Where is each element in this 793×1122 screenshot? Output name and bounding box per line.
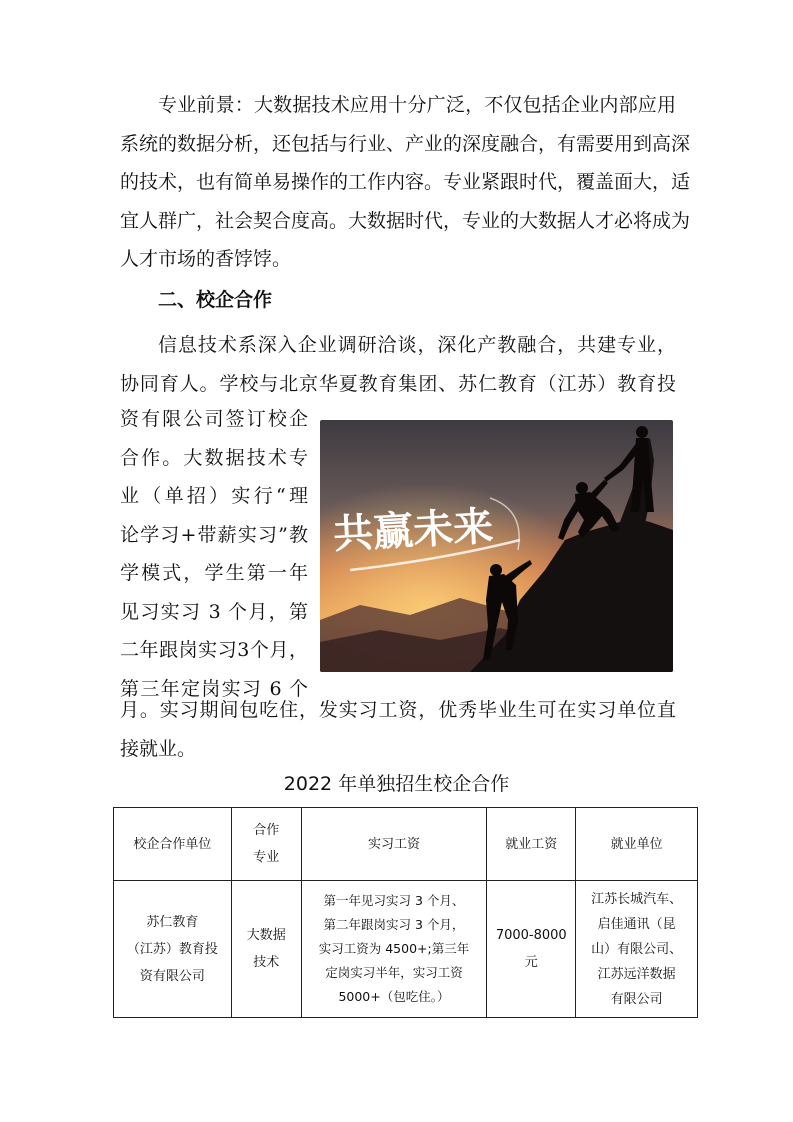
- paragraph-line: 学模式，学生第一年: [120, 562, 308, 584]
- paragraph-line: 的技术，也有简单易操作的工作内容。专业紧跟时代，覆盖面大，适: [120, 171, 691, 193]
- prospects-paragraph: [120, 86, 691, 279]
- cooperation-paragraph: [120, 326, 676, 403]
- header-employ-salary: 就业工资: [487, 808, 576, 881]
- calligraphy-text: 共赢未来: [332, 502, 495, 558]
- paragraph-line: 专业前景：大数据技术应用十分广泛，不仅包括企业内部应用: [158, 94, 676, 116]
- cooperation-table: [113, 807, 698, 1018]
- paragraph-line: 论学习+带薪实习”教: [120, 523, 308, 546]
- paragraph-line: 见习实习 3 个月，第: [120, 600, 308, 623]
- paragraph-line: 二年跟岗实习3个月，: [120, 639, 308, 661]
- paragraph-line: 协同育人。学校与北京华夏教育集团、苏仁教育（江苏）教育投: [120, 372, 676, 395]
- section-heading: 二、校企合作: [158, 289, 273, 311]
- cell-major: 大数据 技术: [231, 881, 301, 1018]
- paragraph-line: 第三年定岗实习 6 个: [120, 677, 308, 700]
- paragraph-line: 宜人群广，社会契合度高。大数据时代，专业的大数据人才必将成为: [120, 209, 691, 232]
- mountain-climbers-illustration: [320, 420, 673, 672]
- cell-intern-salary: 第一年见习实习 3 个月、 第二年跟岗实习 3 个月， 实习工资为 4500+;第三年 定岗实习半年，实习工资 5000+（包吃住。）: [301, 881, 487, 1018]
- header-intern-salary: 实习工资: [301, 808, 487, 881]
- table-caption: 2022 年单独招生校企合作: [283, 773, 510, 795]
- paragraph-line: 月。实习期间包吃住，发实习工资，优秀毕业生可在实习单位直: [120, 699, 676, 721]
- table-row: [114, 881, 698, 1018]
- wrapped-text-block: [120, 400, 308, 708]
- header-employers: 就业单位: [576, 808, 698, 881]
- header-company: 校企合作单位: [114, 808, 232, 881]
- cell-company: 苏仁教育 （江苏）教育投 资有限公司: [114, 881, 232, 1018]
- paragraph-line: 业（单招）实行“理: [120, 485, 308, 507]
- paragraph-line: 系统的数据分析，还包括与行业、产业的深度融合，有需要用到高深: [120, 132, 691, 155]
- cell-employ-salary: 7000-8000 元: [487, 881, 576, 1018]
- paragraph-line: 资有限公司签订校企: [120, 408, 308, 430]
- table-header-row: [114, 808, 698, 881]
- paragraph-line: 人才市场的香饽饽。: [120, 248, 292, 270]
- header-major: 合作 专业: [231, 808, 301, 881]
- cooperation-paragraph-end: [120, 691, 676, 768]
- paragraph-line: 信息技术系深入企业调研洽谈，深化产教融合，共建专业，: [158, 334, 676, 356]
- paragraph-line: 接就业。: [120, 737, 197, 760]
- paragraph-line: 合作。大数据技术专: [120, 446, 308, 469]
- cell-employers: 江苏长城汽车、 启佳通讯（昆 山）有限公司、 江苏远洋数据 有限公司: [576, 881, 698, 1018]
